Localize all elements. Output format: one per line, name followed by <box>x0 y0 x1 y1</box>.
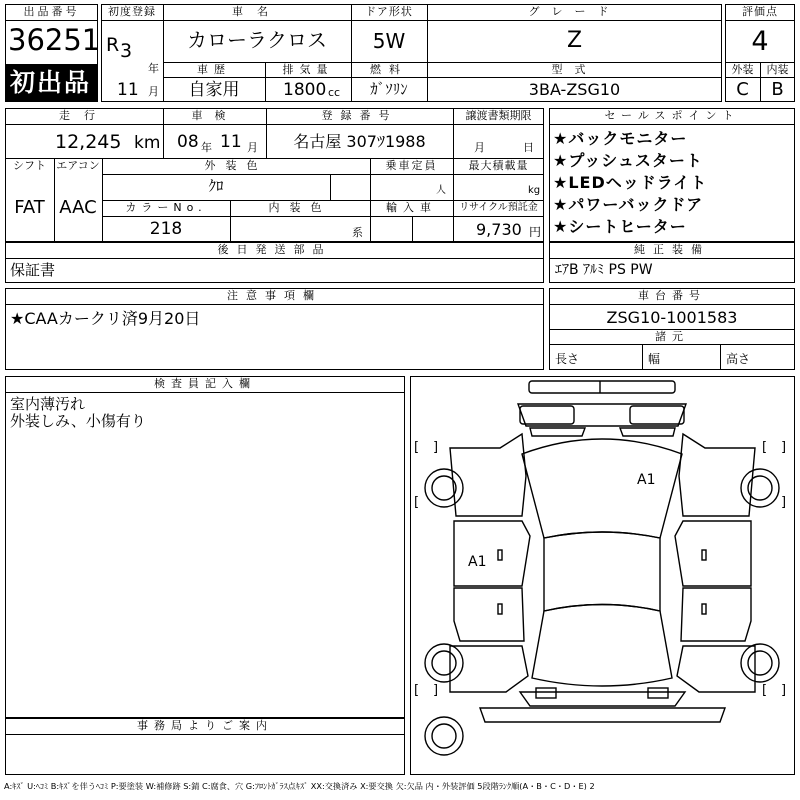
sales-point-item: ★バックモニター <box>553 129 688 148</box>
plate-label: 登録番号 <box>321 109 398 122</box>
svg-text:[: [ <box>762 683 768 698</box>
capacity-unit: 人 <box>436 185 446 196</box>
first-reg-label: 初度登録 <box>108 5 156 18</box>
first-reg-month-unit: 月 <box>148 85 159 98</box>
grade-value: Z <box>566 28 583 53</box>
sales-point-item: ★シートヒーター <box>553 217 687 236</box>
inspection-month: 11 <box>220 132 242 152</box>
svg-text:]: ] <box>781 683 787 698</box>
specs-label: 諸元 <box>655 330 689 343</box>
score-label: 評価点 <box>742 5 778 18</box>
genuine-equipment-label: 純正装備 <box>634 243 710 256</box>
inspector-line: 室内薄汚れ <box>10 395 86 413</box>
transfer-deadline-label: 譲渡書類期限 <box>465 109 532 122</box>
sales-points-label: セールスポイント <box>604 109 740 122</box>
mileage-value: 12,245 <box>55 131 122 153</box>
sales-point-item: ★パワーバックドア <box>553 195 704 214</box>
displacement-unit: cc <box>328 86 341 99</box>
transfer-day-unit: 日 <box>523 141 534 154</box>
color-no-label: カラーNo. <box>125 201 207 214</box>
car-name-label: 車名 <box>232 5 282 18</box>
door-value: 5W <box>372 29 406 53</box>
lot-number-label: 出品番号 <box>23 5 80 18</box>
svg-text:[: [ <box>414 683 420 698</box>
history-label: 車歴 <box>197 63 231 76</box>
model-label: 型式 <box>551 63 598 76</box>
exterior-color-label: 外装色 <box>204 159 268 172</box>
car-diagram <box>410 376 795 775</box>
mileage-unit: km <box>134 133 161 153</box>
capacity-label: 乗車定員 <box>385 159 438 172</box>
exterior-grade-label: 外装 <box>731 63 754 76</box>
model-value: 3BA-ZSG10 <box>528 80 621 99</box>
later-parts-value: 保証書 <box>10 261 56 279</box>
max-load-label: 最大積載量 <box>468 159 529 172</box>
first-reg-year-unit: 年 <box>148 62 159 75</box>
office-label: 事務局よりご案内 <box>137 719 273 732</box>
inspector-label: 検査員記入欄 <box>154 377 256 390</box>
displacement-value: 1800 <box>283 80 327 100</box>
interior-grade-label: 内装 <box>766 63 789 76</box>
svg-text:]: ] <box>781 495 787 510</box>
inspector-line: 外装しみ、小傷有り <box>10 412 146 430</box>
genuine-equipment-value: ｴｱB ｱﾙﾐ PS PW <box>555 262 653 278</box>
first-reg-month: 11 <box>117 80 139 100</box>
interior-color-label: 内装色 <box>268 201 332 214</box>
car-name: カローラクロス <box>187 28 327 52</box>
chassis-label: 車台番号 <box>638 289 706 302</box>
svg-text:]: ] <box>781 440 787 455</box>
notes-value: ★CAAカークリ済9月20日 <box>10 309 201 328</box>
inspection-year-unit: 年 <box>201 141 212 154</box>
grade-label: グレード <box>528 5 621 18</box>
legend-text: A:ｷｽﾞ U:ﾍｺﾐ B:ｷｽﾞを伴うﾍｺﾐ P:要塗装 W:補修跡 S:錆 C:腐食、穴 G:ﾌﾛﾝﾄｶﾞﾗｽ点ｷｽﾞ XX:交換済み X:要交換 欠:欠品 内・外装評価 5段階ﾗﾝｸ順(A・B・C・D・E) 2 <box>4 782 595 791</box>
fuel-label: 燃料 <box>370 63 408 76</box>
import-label: 輸入車 <box>386 201 437 214</box>
mileage-label: 走行 <box>59 109 109 122</box>
ac-value: AAC <box>59 197 97 218</box>
exterior-color-value: ｸﾛ <box>208 177 224 195</box>
height-label: 高さ <box>726 352 751 366</box>
displacement-label: 排気量 <box>282 63 334 76</box>
ac-label: エアコン <box>56 159 100 172</box>
era-letter: R <box>106 34 120 56</box>
chassis-number: ZSG10-1001583 <box>606 308 738 327</box>
interior-grade-value: B <box>771 79 784 100</box>
shift-label: シフト <box>13 159 46 172</box>
recycle-deposit-unit: 円 <box>529 225 542 239</box>
damage-mark: A1 <box>468 554 487 570</box>
length-label: 長さ <box>555 352 580 366</box>
damage-mark: A1 <box>637 472 656 488</box>
sales-point-item: ★プッシュスタート <box>553 151 703 170</box>
first-reg-year: 3 <box>120 40 133 62</box>
first-listing-badge-text: 初出品 <box>10 68 92 97</box>
door-label: ドア形状 <box>365 5 413 18</box>
svg-text:]: ] <box>433 440 439 455</box>
color-no-value: 218 <box>149 219 183 239</box>
svg-text:]: ] <box>433 683 439 698</box>
inspection-year: 08 <box>177 132 199 152</box>
fuel-value: ｶﾞｿﾘﾝ <box>370 80 408 98</box>
plate-value: 名古屋 307ﾂ1988 <box>293 132 426 151</box>
vehicle-detail-grid <box>5 108 544 242</box>
score-value: 4 <box>751 26 769 57</box>
lot-number: 36251 <box>8 23 101 57</box>
notes-label: 注意事項欄 <box>227 289 322 302</box>
recycle-deposit-value: 9,730 <box>476 220 522 239</box>
interior-color-unit: 系 <box>352 226 363 239</box>
shift-value: FAT <box>14 197 45 218</box>
max-load-unit: kg <box>528 185 541 196</box>
svg-text:[: [ <box>414 495 420 510</box>
history-value: 自家用 <box>188 80 240 100</box>
inspection-month-unit: 月 <box>247 141 258 154</box>
inspection-label: 車検 <box>191 109 238 122</box>
exterior-grade-value: C <box>736 79 749 100</box>
width-label: 幅 <box>648 352 661 366</box>
later-parts-label: 後日発送部品 <box>217 243 332 256</box>
svg-text:[: [ <box>762 440 768 455</box>
transfer-month-unit: 月 <box>474 141 485 154</box>
recycle-deposit-label: リサイクル預託金 <box>459 202 538 213</box>
sales-point-item: ★LEDヘッドライト <box>553 173 708 192</box>
svg-text:[: [ <box>414 440 420 455</box>
